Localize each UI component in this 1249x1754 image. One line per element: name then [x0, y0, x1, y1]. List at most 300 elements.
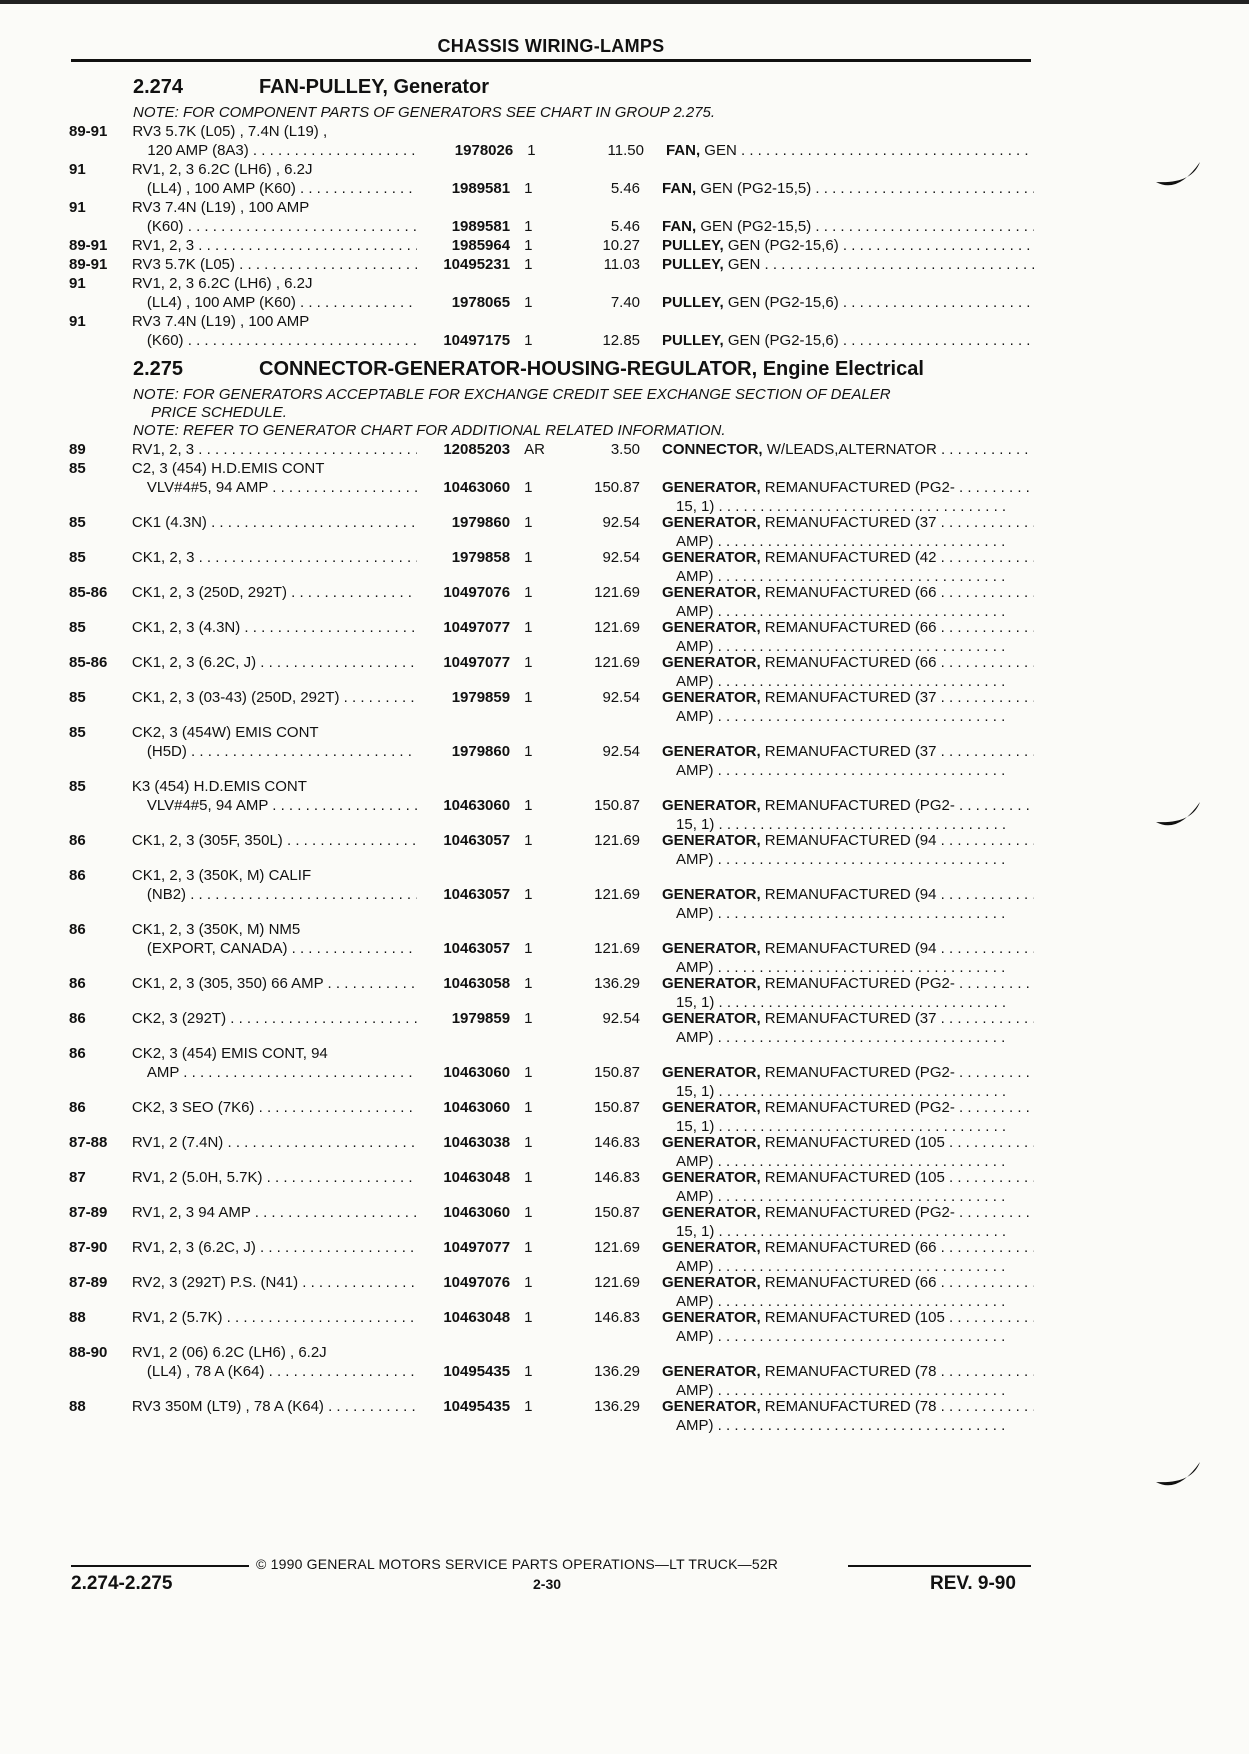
part-name-keyword: FAN,	[662, 180, 697, 197]
part-name-keyword: FAN,	[665, 142, 701, 159]
part-name-text: AMP)	[676, 1293, 714, 1310]
part-name-line	[662, 653, 1034, 672]
part-number: 10463058	[443, 975, 511, 992]
price: 11.50	[607, 142, 644, 159]
part-name-keyword: GENERATOR,	[662, 975, 761, 992]
part-name-text: AMP)	[676, 1188, 714, 1205]
part-name-text: REMANUFACTURED (105	[760, 1169, 945, 1186]
application-line: CK1, 2, 3 (4.3N) . . .	[132, 618, 417, 637]
model-years: 86	[69, 1045, 86, 1062]
part-name-keyword: GENERATOR,	[662, 1204, 761, 1221]
parts-row	[69, 920, 1034, 977]
quantity: 1	[524, 654, 533, 671]
price: 121.69	[594, 1239, 641, 1256]
quantity: 1	[524, 975, 533, 992]
part-name-keyword: GENERATOR,	[662, 1309, 761, 1326]
part-name-text: GEN (PG2-15,6)	[723, 294, 839, 311]
application-line: RV1, 2, 3 6.2C (LH6) , 6.2J	[131, 161, 313, 178]
price: 146.83	[594, 1169, 641, 1186]
quantity: 1	[524, 1134, 533, 1151]
parts-row	[69, 1009, 1034, 1047]
part-name	[640, 1238, 1034, 1276]
application-line: K3 (454) H.D.EMIS CONT	[131, 778, 307, 795]
part-name-text: AMP)	[676, 708, 714, 725]
application-line: RV3 350M (LT9) , 78 A (K64) . . .	[132, 1397, 417, 1416]
model-years: 87	[69, 1169, 86, 1186]
parts-row	[69, 548, 1034, 586]
application-line: CK2, 3 (454) EMIS CONT, 94	[131, 1045, 328, 1062]
quantity: 1	[524, 619, 533, 636]
section-title: FAN-PULLEY, Generator	[259, 76, 490, 98]
application-line: RV3 5.7K (L05) , 7.4N (L19) ,	[132, 123, 328, 140]
application-description	[132, 274, 417, 312]
part-name-line	[662, 1098, 1034, 1117]
price: 136.29	[594, 1398, 641, 1415]
part-number: 1978065	[451, 294, 511, 311]
part-number: 10463060	[443, 479, 511, 496]
application-description	[132, 440, 417, 459]
application-description	[132, 122, 419, 160]
part-number: 1979858	[451, 549, 511, 566]
application-description	[132, 618, 417, 637]
part-name	[640, 255, 1034, 274]
application-line: RV1, 2 (5.7K) . . .	[132, 1308, 417, 1327]
part-name-text: REMANUFACTURED (66	[760, 1239, 937, 1256]
part-name-line	[662, 217, 1034, 236]
part-name-text: REMANUFACTURED (66	[760, 619, 937, 636]
application-description	[132, 459, 417, 497]
part-name-text: REMANUFACTURED (42	[760, 549, 937, 566]
parts-row	[69, 459, 1034, 516]
quantity: 1	[524, 332, 533, 349]
part-name	[640, 653, 1034, 691]
part-name	[640, 1343, 1034, 1400]
part-name-text: 15, 1)	[676, 1118, 715, 1135]
part-name	[640, 459, 1034, 516]
part-name	[640, 777, 1034, 834]
application-description	[132, 1044, 417, 1082]
model-years: 91	[69, 161, 86, 178]
part-name-line	[662, 478, 1034, 497]
part-name	[640, 236, 1034, 255]
part-name-keyword: GENERATOR,	[662, 797, 761, 814]
part-name-text: AMP)	[676, 1258, 714, 1275]
application-line: AMP . . .	[132, 1063, 417, 1082]
quantity: 1	[524, 256, 533, 273]
part-name-text: REMANUFACTURED (37	[760, 514, 937, 531]
parts-row	[69, 866, 1034, 923]
application-line: RV1, 2 (06) 6.2C (LH6) , 6.2J	[131, 1344, 327, 1361]
top-edge-rule	[0, 0, 1249, 4]
footer-credit: © 1990 GENERAL MOTORS SERVICE PARTS OPERATIONS—LT TRUCK—52R	[256, 1556, 779, 1572]
part-number: 10497077	[443, 619, 511, 636]
part-name-line	[662, 236, 1034, 255]
section-note: NOTE: FOR GENERATORS ACCEPTABLE FOR EXCHANGE CREDIT SEE EXCHANGE SECTION OF DEALER	[133, 386, 891, 403]
parts-row	[69, 312, 1034, 350]
quantity: 1	[524, 832, 533, 849]
part-number: 10463048	[443, 1309, 511, 1326]
part-name	[640, 1009, 1034, 1047]
parts-row	[69, 1203, 1034, 1241]
part-name-line	[662, 742, 1034, 761]
price: 10.27	[602, 237, 641, 254]
parts-row	[69, 1098, 1034, 1136]
application-line: 120 AMP (8A3) . . .	[132, 141, 419, 160]
section-number: 2.274	[133, 76, 184, 98]
model-years: 86	[69, 921, 86, 938]
part-name-text: REMANUFACTURED (105	[760, 1309, 945, 1326]
application-description	[132, 777, 417, 815]
model-years: 91	[69, 313, 86, 330]
model-years: 86	[69, 975, 86, 992]
model-years: 89-91	[69, 123, 108, 140]
part-name-text: REMANUFACTURED (PG2-	[760, 1204, 955, 1221]
application-line: RV2, 3 (292T) P.S. (N41) . . .	[132, 1273, 417, 1292]
application-description	[132, 920, 417, 958]
model-years: 85	[69, 724, 86, 741]
price: 92.54	[602, 689, 641, 706]
part-name-text: REMANUFACTURED (37	[760, 689, 937, 706]
price: 136.29	[594, 1363, 641, 1380]
part-name-text: REMANUFACTURED (105	[760, 1134, 945, 1151]
part-name-line	[662, 1362, 1034, 1381]
price: 121.69	[594, 1274, 641, 1291]
part-name	[640, 513, 1034, 551]
price: 136.29	[594, 975, 641, 992]
part-name	[640, 160, 1034, 198]
application-line: RV3 7.4N (L19) , 100 AMP	[131, 313, 310, 330]
part-name-text: AMP)	[676, 905, 714, 922]
quantity: 1	[524, 514, 533, 531]
part-name-text: REMANUFACTURED (37	[760, 1010, 937, 1027]
part-number: 1985964	[451, 237, 511, 254]
part-name-text: GEN (PG2-15,5)	[696, 180, 812, 197]
model-years: 86	[69, 1010, 86, 1027]
part-name-line	[662, 885, 1034, 904]
application-line: (EXPORT, CANADA) . . .	[132, 939, 417, 958]
quantity: 1	[524, 1169, 533, 1186]
part-name	[640, 440, 1034, 459]
model-years: 89-91	[69, 237, 108, 254]
part-name-line	[662, 1063, 1034, 1082]
application-line: RV1, 2, 3 . . .	[132, 440, 417, 459]
part-number: 10463060	[443, 1064, 511, 1081]
application-line: RV1, 2, 3 6.2C (LH6) , 6.2J	[131, 275, 313, 292]
part-name-text: 15, 1)	[676, 498, 715, 515]
application-line: CK1, 2, 3 (305F, 350L) . . .	[132, 831, 417, 850]
application-line: RV1, 2 (5.0H, 5.7K) . . .	[132, 1168, 417, 1187]
price: 146.83	[594, 1309, 641, 1326]
binder-hole-mark	[1152, 160, 1204, 190]
part-name	[640, 1098, 1034, 1136]
part-name	[640, 1168, 1034, 1206]
application-line: (K60) . . .	[132, 331, 417, 350]
part-number: 1978026	[454, 142, 514, 159]
part-name-keyword: GENERATOR,	[662, 1169, 761, 1186]
quantity: 1	[524, 1274, 533, 1291]
part-name-line	[662, 293, 1034, 312]
part-name-line	[662, 1308, 1034, 1327]
quantity: 1	[524, 743, 533, 760]
price: 121.69	[594, 584, 641, 601]
part-name-line	[662, 618, 1034, 637]
part-name-text: AMP)	[676, 1417, 714, 1434]
part-name	[640, 618, 1034, 656]
parts-row	[69, 688, 1034, 726]
application-description	[132, 866, 417, 904]
binder-hole-mark	[1152, 1460, 1204, 1490]
parts-row	[69, 653, 1034, 691]
price: 150.87	[594, 1064, 641, 1081]
price: 5.46	[610, 218, 641, 235]
part-name-keyword: GENERATOR,	[662, 832, 761, 849]
part-name-keyword: PULLEY,	[662, 332, 724, 349]
model-years: 85-86	[69, 654, 108, 671]
application-line: (K60) . . .	[132, 217, 417, 236]
part-name	[640, 198, 1034, 236]
part-name-keyword: GENERATOR,	[662, 886, 761, 903]
part-name-keyword: GENERATOR,	[662, 940, 761, 957]
part-name-line	[662, 255, 1034, 274]
part-name-text: AMP)	[676, 673, 714, 690]
application-description	[132, 653, 417, 672]
quantity: 1	[524, 797, 533, 814]
application-line: RV1, 2, 3 94 AMP . . .	[132, 1203, 417, 1222]
section-note: NOTE: FOR COMPONENT PARTS OF GENERATORS SEE CHART IN GROUP 2.275.	[133, 104, 716, 121]
parts-row	[69, 974, 1034, 1012]
part-name-text: REMANUFACTURED (PG2-	[760, 1064, 955, 1081]
quantity: 1	[524, 886, 533, 903]
part-number: 10497076	[443, 1274, 511, 1291]
part-name-text: AMP)	[676, 959, 714, 976]
part-number: 1989581	[451, 180, 511, 197]
part-name-text: AMP)	[676, 568, 714, 585]
application-line: (LL4) , 100 AMP (K60) . . .	[132, 293, 417, 312]
part-name	[640, 1133, 1034, 1171]
part-name-keyword: GENERATOR,	[662, 654, 761, 671]
part-name-text: AMP)	[676, 851, 714, 868]
quantity: AR	[524, 441, 545, 458]
price: 150.87	[594, 479, 641, 496]
section-note: NOTE: REFER TO GENERATOR CHART FOR ADDITIONAL RELATED INFORMATION.	[133, 422, 726, 439]
part-number: 10463060	[443, 1099, 511, 1116]
part-number: 10497076	[443, 584, 511, 601]
parts-row	[69, 274, 1034, 312]
application-description	[132, 312, 417, 350]
application-line: CK1 (4.3N) . . .	[132, 513, 417, 532]
part-name-text: REMANUFACTURED (66	[760, 654, 937, 671]
part-name	[640, 1397, 1034, 1435]
parts-row	[69, 440, 1034, 459]
model-years: 89	[69, 441, 86, 458]
application-description	[132, 1009, 417, 1028]
part-name-text: AMP)	[676, 638, 714, 655]
application-description	[132, 1098, 417, 1117]
section-title: CONNECTOR-GENERATOR-HOUSING-REGULATOR, Engine Electrical	[259, 358, 924, 380]
application-line: CK1, 2, 3 (03-43) (250D, 292T) . . .	[132, 688, 417, 707]
model-years: 86	[69, 1099, 86, 1116]
parts-row	[69, 723, 1034, 780]
page-header: CHASSIS WIRING-LAMPS	[437, 36, 665, 56]
parts-row	[69, 777, 1034, 834]
price: 11.03	[603, 256, 641, 273]
parts-row	[69, 1168, 1034, 1206]
model-years: 85	[69, 549, 86, 566]
section-note: PRICE SCHEDULE.	[151, 404, 287, 421]
part-name-keyword: GENERATOR,	[662, 689, 761, 706]
section-number: 2.275	[133, 358, 184, 380]
part-name-text: W/LEADS,ALTERNATOR	[762, 441, 937, 458]
application-line: CK2, 3 (292T) . . .	[132, 1009, 417, 1028]
application-line: CK1, 2, 3 (305, 350) 66 AMP . . .	[132, 974, 417, 993]
part-name-text: REMANUFACTURED (PG2-	[760, 975, 955, 992]
part-name-text: GEN (PG2-15,5)	[696, 218, 812, 235]
quantity: 1	[524, 294, 533, 311]
part-name-text: GEN	[723, 256, 761, 273]
part-number: 1979859	[451, 1010, 511, 1027]
part-number: 10463038	[443, 1134, 511, 1151]
quantity: 1	[524, 1064, 533, 1081]
parts-row	[69, 1044, 1034, 1101]
part-name-line	[662, 513, 1034, 532]
price: 121.69	[594, 619, 641, 636]
footer-revision: REV. 9-90	[930, 1573, 1016, 1594]
part-name-text: AMP)	[676, 533, 714, 550]
application-description	[132, 831, 417, 850]
part-name	[640, 1273, 1034, 1311]
part-number: 10463060	[443, 797, 511, 814]
part-name-text: REMANUFACTURED (94	[760, 940, 937, 957]
application-description	[132, 1203, 417, 1222]
application-line: (H5D) . . .	[132, 742, 417, 761]
part-name-line	[662, 1168, 1034, 1187]
part-name-text: REMANUFACTURED (66	[760, 584, 937, 601]
parts-row	[69, 583, 1034, 621]
quantity: 1	[524, 940, 533, 957]
quantity: 1	[524, 1204, 533, 1221]
quantity: 1	[524, 584, 533, 601]
part-name-keyword: GENERATOR,	[662, 1274, 761, 1291]
part-name-line	[662, 796, 1034, 815]
quantity: 1	[524, 689, 533, 706]
part-number: 1979860	[451, 514, 511, 531]
parts-row	[69, 160, 1034, 198]
part-name	[640, 723, 1034, 780]
parts-list	[69, 74, 1034, 1438]
part-name-line	[662, 1397, 1034, 1416]
model-years: 87-89	[69, 1274, 108, 1291]
part-name-keyword: GENERATOR,	[662, 1064, 761, 1081]
binder-hole-mark	[1152, 800, 1204, 830]
application-line: (NB2) . . .	[132, 885, 417, 904]
application-description	[132, 583, 417, 602]
part-name-keyword: GENERATOR,	[662, 619, 761, 636]
quantity: 1	[524, 218, 533, 235]
part-name	[640, 688, 1034, 726]
part-number: 10463057	[443, 940, 511, 957]
application-line: CK1, 2, 3 (6.2C, J) . . .	[132, 653, 417, 672]
part-name-text: AMP)	[676, 603, 714, 620]
part-name-text: AMP)	[676, 1153, 714, 1170]
part-name-text: REMANUFACTURED (66	[760, 1274, 937, 1291]
part-number: 1979859	[451, 689, 511, 706]
part-number: 1979860	[451, 743, 511, 760]
part-name-text: AMP)	[676, 1382, 714, 1399]
part-name-line	[662, 179, 1034, 198]
section-heading	[69, 76, 1034, 104]
parts-row	[69, 255, 1034, 274]
part-name-text: REMANUFACTURED (PG2-	[760, 479, 955, 496]
part-name-text: REMANUFACTURED (PG2-	[760, 797, 955, 814]
model-years: 88	[69, 1309, 86, 1326]
price: 5.46	[610, 180, 641, 197]
part-name-keyword: CONNECTOR,	[662, 441, 763, 458]
part-name-text: 15, 1)	[676, 1223, 715, 1240]
part-name-line	[662, 831, 1034, 850]
price: 150.87	[594, 1099, 641, 1116]
model-years: 87-90	[69, 1239, 108, 1256]
price: 121.69	[594, 832, 641, 849]
parts-row	[69, 831, 1034, 869]
quantity: 1	[524, 1239, 533, 1256]
part-name-text: GEN	[700, 142, 737, 159]
part-number: 10463057	[443, 832, 511, 849]
price: 150.87	[594, 797, 641, 814]
part-name	[640, 274, 1034, 312]
part-name	[640, 974, 1034, 1012]
part-name-line	[662, 331, 1034, 350]
model-years: 86	[69, 832, 86, 849]
part-number: 12085203	[443, 441, 511, 458]
part-name	[640, 583, 1034, 621]
model-years: 86	[69, 867, 86, 884]
quantity: 1	[527, 142, 536, 159]
application-description	[132, 1168, 417, 1187]
part-name-text: 15, 1)	[676, 1083, 715, 1100]
application-line: CK1, 2, 3 . . .	[132, 548, 417, 567]
part-name	[640, 1308, 1034, 1346]
application-line: RV3 5.7K (L05) . . .	[132, 255, 417, 274]
part-name-text: 15, 1)	[676, 816, 715, 833]
application-description	[132, 513, 417, 532]
application-line: VLV#4#5, 94 AMP . . .	[132, 478, 417, 497]
part-name	[640, 831, 1034, 869]
model-years: 85	[69, 689, 86, 706]
quantity: 1	[524, 1398, 533, 1415]
parts-row	[69, 1238, 1034, 1276]
part-name-line	[662, 1416, 1034, 1435]
part-name-text: AMP)	[676, 762, 714, 779]
part-number: 10495435	[443, 1398, 511, 1415]
part-name	[644, 122, 1034, 160]
part-name-keyword: GENERATOR,	[662, 1363, 761, 1380]
model-years: 91	[69, 199, 86, 216]
part-number: 1989581	[451, 218, 511, 235]
price: 92.54	[602, 743, 641, 760]
part-number: 10463048	[443, 1169, 511, 1186]
price: 3.50	[610, 441, 641, 458]
part-name-text: 15, 1)	[676, 994, 715, 1011]
section-heading	[69, 358, 1034, 386]
quantity: 1	[524, 1363, 533, 1380]
part-name-keyword: GENERATOR,	[662, 1134, 761, 1151]
parts-row	[69, 1397, 1034, 1435]
part-name-keyword: FAN,	[662, 218, 697, 235]
application-line: C2, 3 (454) H.D.EMIS CONT	[131, 460, 325, 477]
parts-row	[69, 618, 1034, 656]
part-name-keyword: PULLEY,	[662, 294, 724, 311]
part-name-text: REMANUFACTURED (94	[760, 832, 937, 849]
